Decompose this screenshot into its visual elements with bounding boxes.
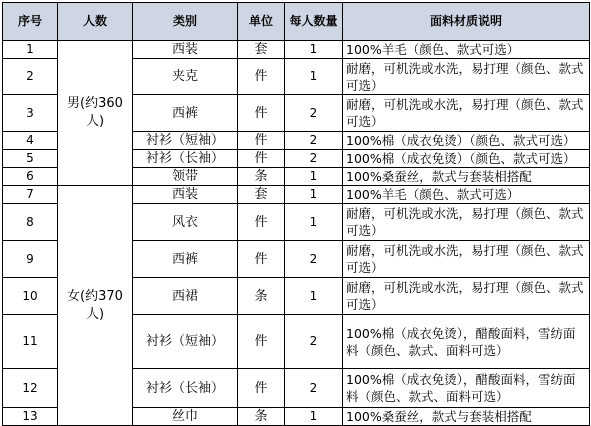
cell-desc: 100%羊毛（颜色、款式可选） <box>343 186 590 204</box>
cell-category: 衬衫（长袖） <box>133 369 238 408</box>
cell-unit: 件 <box>238 95 285 132</box>
cell-qty: 1 <box>285 168 343 186</box>
header-per-person: 每人数量 <box>285 3 343 41</box>
cell-desc: 耐磨，可机洗或水洗，易打理（颜色、款式可选） <box>343 278 590 315</box>
cell-seq: 7 <box>3 186 58 204</box>
cell-seq: 3 <box>3 95 58 132</box>
cell-qty: 1 <box>285 41 343 59</box>
cell-category: 西装 <box>133 186 238 204</box>
table-row <box>3 186 590 204</box>
cell-category: 领带 <box>133 168 238 186</box>
cell-qty: 1 <box>285 204 343 241</box>
group-male: 男(约360人) <box>58 41 133 186</box>
cell-category: 风衣 <box>133 204 238 241</box>
cell-qty: 2 <box>285 132 343 150</box>
cell-unit: 件 <box>238 59 285 95</box>
cell-qty: 1 <box>285 186 343 204</box>
cell-unit: 件 <box>238 204 285 241</box>
header-row <box>3 3 590 41</box>
cell-seq: 6 <box>3 168 58 186</box>
cell-desc: 耐磨，可机洗或水洗，易打理（颜色、款式可选） <box>343 59 590 95</box>
cell-unit: 件 <box>238 315 285 369</box>
header-description: 面料材质说明 <box>343 3 590 41</box>
header-category: 类别 <box>133 3 238 41</box>
cell-qty: 2 <box>285 150 343 168</box>
cell-seq: 10 <box>3 278 58 315</box>
cell-seq: 11 <box>3 315 58 369</box>
cell-qty: 1 <box>285 408 343 426</box>
cell-category: 丝巾 <box>133 408 238 426</box>
cell-seq: 4 <box>3 132 58 150</box>
cell-category: 夹克 <box>133 59 238 95</box>
cell-desc: 耐磨，可机洗或水洗，易打理（颜色、款式可选） <box>343 241 590 278</box>
cell-desc: 100%棉（成衣免烫），醋酸面料，雪纺面料（颜色、款式、面料可选） <box>343 315 590 369</box>
cell-seq: 9 <box>3 241 58 278</box>
cell-category: 西裤 <box>133 95 238 132</box>
cell-unit: 件 <box>238 132 285 150</box>
cell-qty: 1 <box>285 278 343 315</box>
cell-unit: 条 <box>238 168 285 186</box>
cell-unit: 套 <box>238 41 285 59</box>
header-seq: 序号 <box>3 3 58 41</box>
cell-qty: 1 <box>285 59 343 95</box>
cell-seq: 8 <box>3 204 58 241</box>
cell-qty: 2 <box>285 315 343 369</box>
cell-desc: 100%桑蚕丝，款式与套装相搭配 <box>343 168 590 186</box>
cell-unit: 件 <box>238 150 285 168</box>
uniform-spec-table <box>2 2 590 426</box>
cell-desc: 100%棉（成衣免烫），醋酸面料，雪纺面料（颜色、款式、面料可选） <box>343 369 590 408</box>
cell-category: 西裙 <box>133 278 238 315</box>
cell-desc: 耐磨，可机洗或水洗，易打理（颜色、款式可选） <box>343 95 590 132</box>
cell-qty: 2 <box>285 241 343 278</box>
cell-category: 西裤 <box>133 241 238 278</box>
cell-unit: 条 <box>238 408 285 426</box>
header-unit: 单位 <box>238 3 285 41</box>
header-people: 人数 <box>58 3 133 41</box>
cell-category: 西装 <box>133 41 238 59</box>
cell-seq: 1 <box>3 41 58 59</box>
cell-category: 衬衫（短袖） <box>133 315 238 369</box>
cell-qty: 2 <box>285 369 343 408</box>
cell-seq: 13 <box>3 408 58 426</box>
cell-seq: 12 <box>3 369 58 408</box>
cell-qty: 2 <box>285 95 343 132</box>
cell-seq: 5 <box>3 150 58 168</box>
cell-unit: 条 <box>238 278 285 315</box>
table-row <box>3 41 590 59</box>
cell-unit: 件 <box>238 241 285 278</box>
cell-unit: 套 <box>238 186 285 204</box>
cell-category: 衬衫（长袖） <box>133 150 238 168</box>
cell-category: 衬衫（短袖） <box>133 132 238 150</box>
group-female: 女(约370人) <box>58 186 133 426</box>
cell-desc: 100%羊毛（颜色、款式可选） <box>343 41 590 59</box>
cell-seq: 2 <box>3 59 58 95</box>
cell-desc: 100%棉（成衣免烫）（颜色、款式可选） <box>343 150 590 168</box>
cell-desc: 100%桑蚕丝，款式与套装相搭配 <box>343 408 590 426</box>
cell-unit: 件 <box>238 369 285 408</box>
cell-desc: 耐磨，可机洗或水洗，易打理（颜色、款式可选） <box>343 204 590 241</box>
cell-desc: 100%棉（成衣免烫）（颜色、款式可选） <box>343 132 590 150</box>
